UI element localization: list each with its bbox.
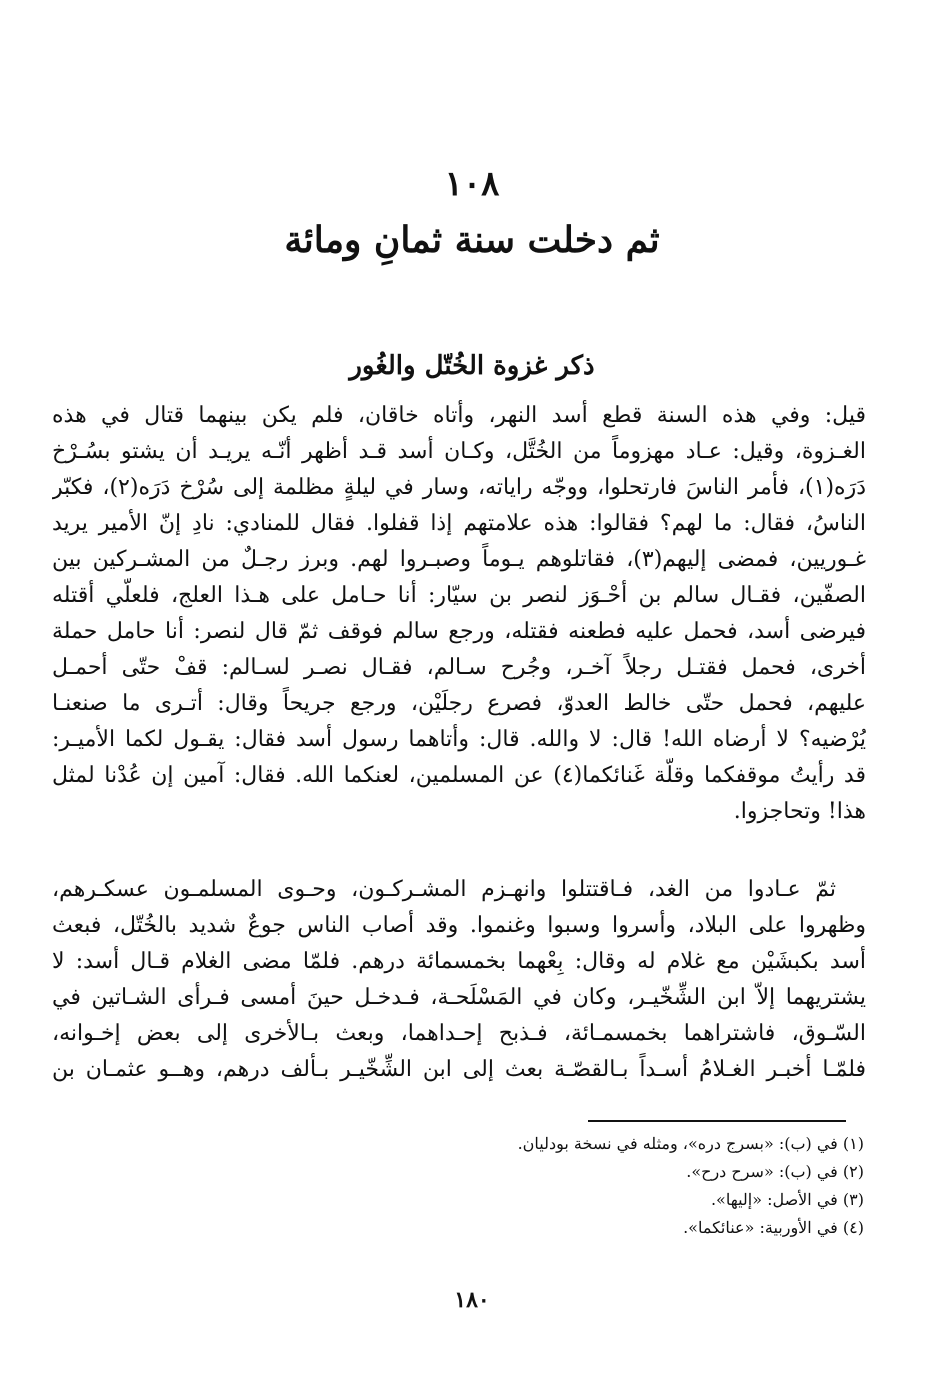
text-line: عليهم، فحمل حتّى خالط العدوّ، فصرع رجلَيْن، ورجع جريحاً وقال: أتـرى ما صنعنـا — [52, 691, 866, 716]
section-title: ذكر غزوة الخُتّل والغُور — [349, 351, 595, 381]
text-line: قد رأيتُ موقفكما وقلّة غَنائكما(٤) عن المسلمين، لعنكما الله. فقال: آمين إن عُدْنا لمثل — [52, 763, 866, 788]
text-line: الصفّين، فقـال سالم بن أحْـوَز لنصر بن سيّار: أنا حـامل على هـذا العلج، فلعلّي أقتله — [52, 583, 866, 608]
text-line: يُرْضيه؟ لا أرضاه الله! قال: لا والله. قال: وأتاهما رسول أسد فقال: يقـول لكما الأميـر: — [52, 727, 866, 752]
text-line: أسد بكبشَيْن مع غلام له وقال: بِعْهما بخمسمائة درهم. فلمّا مضى الغلام قـال أسد: لا — [52, 949, 866, 974]
chapter-number: ١٠٨ — [444, 164, 500, 204]
text-line: ثمّ عـادوا من الغد، فـاقتتلوا وانهـزم المشـركـون، وحـوى المسلمـون عسكـرهم، — [52, 877, 836, 902]
footnote: (٢) في (ب): «سرح درح». — [686, 1162, 864, 1181]
text-line: هذا! وتحاجزوا. — [733, 799, 866, 824]
text-line: أخرى، فحمل فقتـل رجلاً آخـر، وجُرح سـالم، فقـال نصـر لسـالم: قفْ حتّى أحمـل — [52, 655, 866, 680]
footnotes — [300, 1130, 864, 1242]
text-line: وظهروا على البلاد، وأسروا وسبوا وغنموا. وقد أصاب الناس جوعٌ شديد بالخُتّل، فبعث — [52, 913, 866, 938]
body-paragraph — [52, 872, 866, 1088]
footnote-divider — [588, 1120, 846, 1122]
page-number: ١٨٠ — [454, 1287, 490, 1313]
text-line: السّـوق، فاشتراهما بخمسمـائة، فـذبح إحـداهما، وبعث بـالأخرى إلى بعض إخـوانه، — [52, 1021, 866, 1046]
footnote: (٤) في الأوربية: «عنائكما». — [683, 1218, 864, 1237]
footnote: (١) في (ب): «بسرج دره»، ومثله في نسخة بودليان. — [517, 1134, 864, 1153]
text-line: فلمّـا أخبـر الغـلامُ أسـداً بـالقصّـة بعث إلى ابن الشِّخّيـر بـألف درهم، وهــو عثمـان بن — [52, 1057, 866, 1082]
footnote: (٣) في الأصل: «إليها». — [710, 1190, 864, 1209]
chapter-title: ثم دخلت سنة ثمانِ ومائة — [284, 219, 660, 261]
body-paragraph — [52, 398, 866, 830]
text-line: غـوريين، فمضى إليهم(٣)، فقاتلوهم يـوماً وصبـروا لهم. وبرز رجـلٌ من المشـركين بين — [52, 547, 866, 572]
text-line: يشتريهما إلاّ ابن الشِّخّيـر، وكان في المَسْلَحـة، فـدخـل حينَ أمسى فـرأى الشـاتين في — [52, 985, 866, 1010]
text-line: الغـزوة، وقيل: عـاد مهزوماً من الخُتَّل، وكـان أسد قـد أظهر أنّـه يريـد أن يشتو بسُـرْخ — [52, 439, 866, 464]
text-line: دَرَه(١)، فأمر الناسَ فارتحلوا، ووجّه راياته، وسار في ليلةٍ مظلمة إلى سُرْخ دَرَه(٢)، فكبّر — [52, 475, 866, 500]
text-line: فيرضى أسد، فحمل عليه فطعنه فقتله، ورجع سالم فوقف ثمّ قال لنصر: أنا حامل حملة — [52, 619, 866, 644]
text-line: الناسُ، فقال: ما لهم؟ فقالوا: هذه علامتهم إذا قفلوا. فقال للمنادي: نادِ إنّ الأمير يريد — [52, 511, 866, 536]
text-line: قيل: وفي هذه السنة قطع أسد النهر، وأتاه خاقان، فلم يكن بينهما قتال في هذه — [52, 403, 866, 428]
